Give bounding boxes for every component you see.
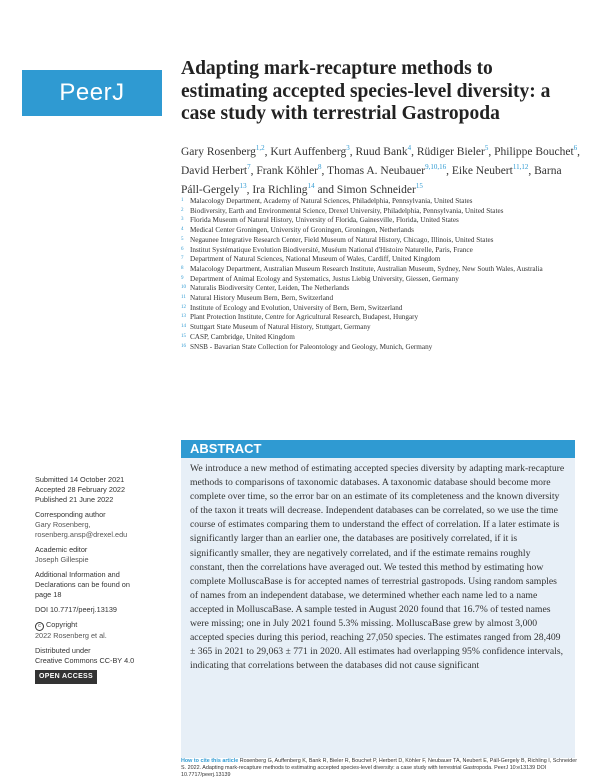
abstract-box [181, 458, 575, 758]
affiliation-text: Natural History Museum Bern, Bern, Switzerland [190, 294, 334, 303]
additional-info-line: Additional Information and [35, 570, 120, 579]
affiliation-number: 5 [181, 236, 184, 242]
affiliation-item [181, 207, 581, 217]
author-name[interactable]: Gary Rosenberg [181, 145, 256, 158]
affiliation-number: 10 [181, 285, 186, 291]
author-separator: and [314, 183, 337, 196]
author-name[interactable]: Eike Neubert [451, 164, 513, 177]
author-name[interactable]: Philippe Bouchet [494, 145, 574, 158]
affiliation-text: Stuttgart State Museum of Natural History, Stuttgart, Germany [190, 323, 371, 332]
author-affiliation-marker: 9,10,16 [425, 162, 447, 171]
submitted-date: Submitted 14 October 2021 [35, 475, 125, 484]
affiliation-number: 8 [181, 265, 184, 271]
affiliation-text: Department of Natural Sciences, National Museum of Wales, Cardiff, United Kingdom [190, 255, 441, 264]
affiliation-item [181, 313, 581, 323]
article-metadata [35, 475, 175, 684]
author-separator: , [488, 145, 495, 158]
affiliation-text: Plant Protection Institute, Centre for Agricultural Research, Budapest, Hungary [190, 313, 419, 322]
copyright-label-row [35, 620, 175, 631]
author-name[interactable]: Simon Schneider [336, 183, 416, 196]
additional-info-line: Declarations can be found on [35, 580, 130, 589]
copyright-label: Copyright [46, 620, 78, 629]
affiliation-number: 14 [181, 324, 186, 330]
affiliation-text: Florida Museum of Natural History, University of Florida, Gainesville, Florida, United States [190, 216, 459, 225]
author-name[interactable]: Ruud Bank [355, 145, 408, 158]
affiliation-number: 15 [181, 333, 186, 339]
author-affiliation-marker: 5 [484, 144, 489, 152]
author-affiliation-marker: 7 [247, 162, 251, 171]
affiliation-number: 7 [181, 256, 184, 262]
author-affiliation-marker: 8 [318, 162, 322, 171]
author-affiliation-marker: 1,2 [255, 144, 265, 152]
affiliation-text: Malacology Department, Australian Museum Research Institute, Australian Museum, Sydney, New South Wales, Australia [190, 264, 543, 273]
affiliation-item [181, 216, 581, 226]
license-line: Distributed under [35, 646, 91, 655]
affiliation-item [181, 304, 581, 314]
affiliation-text: Department of Animal Ecology and Systematics, Justus Liebig University, Giessen, Germany [190, 274, 459, 283]
author-separator: , [577, 145, 581, 158]
affiliation-text: Institute of Ecology and Evolution, University of Bern, Bern, Switzerland [190, 303, 403, 312]
affiliation-item [181, 294, 581, 304]
copyright-icon: c [35, 622, 44, 631]
abstract-heading: ABSTRACT [181, 440, 575, 458]
affiliation-number: 4 [181, 227, 184, 233]
author-name[interactable]: Ira Richling [252, 183, 308, 196]
corresponding-author-email[interactable]: rosenberg.ansp@drexel.edu [35, 530, 128, 539]
affiliation-text: Medical Center Groningen, University of Groningen, Groningen, Netherlands [190, 226, 414, 235]
affiliation-item [181, 197, 581, 207]
affiliation-item [181, 236, 581, 246]
author-separator: , [264, 145, 271, 158]
additional-info-page-link[interactable]: page 18 [35, 590, 62, 599]
affiliation-item [181, 275, 581, 285]
affiliation-number: 2 [181, 207, 184, 213]
author-separator: , [349, 145, 356, 158]
affiliation-item [181, 284, 581, 294]
published-date: Published 21 June 2022 [35, 495, 114, 504]
affiliation-item [181, 255, 581, 265]
academic-editor-name: Joseph Gillespie [35, 555, 89, 564]
affiliation-list [181, 197, 581, 352]
affiliation-number: 12 [181, 304, 186, 310]
affiliation-text: CASP, Cambridge, United Kingdom [190, 332, 295, 341]
author-affiliation-marker: 6 [573, 144, 578, 152]
how-to-cite-text: Rosenberg G, Auffenberg K, Bank R, Bieler R, Bouchet P, Herbert D, Köhler F, Neubauer TA, Neubert E, Páll-Gergely B, Richling I, Schneider S. 2022. Adapting mark-recapture methods to estimating accepted species-level diversity: a case study with terrestrial Gastropoda. PeerJ 10:e13139 DOI 10.7717/peerj.13139 [181, 758, 577, 778]
affiliation-number: 11 [181, 295, 186, 301]
author-separator: , [411, 145, 417, 158]
affiliation-text: Malacology Department, Academy of Natural Sciences, Philadelphia, Pennsylvania, United States [190, 197, 473, 205]
license-link[interactable]: Creative Commons CC-BY 4.0 [35, 656, 135, 665]
author-separator: , [246, 183, 253, 196]
affiliation-text: Negaunee Integrative Research Center, Field Museum of Natural History, Chicago, Illinois, United States [190, 235, 494, 244]
doi-link[interactable]: DOI 10.7717/peerj.13139 [35, 605, 117, 614]
affiliation-number: 3 [181, 217, 184, 223]
author-name[interactable]: Rüdiger Bieler [416, 145, 485, 158]
corresponding-author-name: Gary Rosenberg, [35, 520, 91, 529]
author-list [181, 141, 581, 197]
affiliation-number: 16 [181, 343, 186, 349]
copyright-holder: 2022 Rosenberg et al. [35, 631, 107, 640]
author-affiliation-marker: 13 [239, 181, 247, 190]
how-to-cite-label: How to cite this article [181, 758, 239, 764]
author-affiliation-marker: 14 [307, 181, 315, 190]
open-access-badge: OPEN ACCESS [35, 670, 97, 684]
affiliation-text: Naturalis Biodiversity Center, Leiden, The Netherlands [190, 284, 350, 293]
affiliation-text: Institut Systématique Evolution Biodiversité, Muséum National d'Histoire Naturelle, Paris, France [190, 245, 473, 254]
accepted-date: Accepted 28 February 2022 [35, 485, 126, 494]
author-separator: , [528, 164, 535, 177]
affiliation-number: 1 [181, 198, 184, 203]
article-title: Adapting mark-recapture methods to estimating accepted species-level diversity: a case study with terrestrial Gastropoda [181, 58, 551, 124]
author-separator: , [446, 164, 452, 177]
author-separator: , [321, 164, 328, 177]
affiliation-item [181, 343, 581, 353]
author-name[interactable]: Barna Páll-Gergely [181, 164, 562, 196]
abstract-text: We introduce a new method of estimating accepted species diversity by adapting mark-recapture methods to comparisons of taxonomic databases. A taxonomic database should become more complete over time, so the error bar on an estimate of its completeness and the known diversity of the taxon it treats will decrease. Independent databases can be correlated, so we use the time course of estimates comparing them to understand the effect of correlation. If a later estimate is significantly larger than an earlier one, the databases are positively correlated, if it is significantly smaller, they are negatively correlated, and if the estimate remains roughly constant, then the correlations have averaged out. We tested this method by estimating how complete MolluscaBase is for accepted names of terrestrial gastropods. Using random samples of names from an independent database, we determined whether each name led to a name accepted in MolluscaBase. A sample tested in August 2020 found that 16.7% of tested names were missing; one in July 2021 found 5.3% missing. MolluscaBase grew by almost 3,000 accepted species during this period, reaching 27,050 species. The estimates ranged from 28,409 ± 365 in 2021 to 29,063 ± 771 in 2020. All estimates had overlapping 95% confidence intervals, indicating that correlations between the databases did not cause significant [190, 463, 565, 672]
author-name[interactable]: Thomas A. Neubauer [327, 164, 426, 177]
affiliation-number: 13 [181, 314, 186, 320]
author-name[interactable]: Kurt Auffenberg [270, 145, 347, 158]
peerj-logo[interactable]: PeerJ [22, 70, 162, 116]
academic-editor-label: Academic editor [35, 545, 88, 554]
affiliation-text: SNSB - Bavarian State Collection for Paleontology and Geology, Munich, Germany [190, 342, 433, 351]
affiliation-item [181, 246, 581, 256]
affiliation-item [181, 333, 581, 343]
affiliation-text: Biodiversity, Earth and Environmental Science, Drexel University, Philadelphia, Pennsylvania, United States [190, 206, 504, 215]
affiliation-number: 6 [181, 246, 184, 252]
author-name[interactable]: David Herbert [181, 164, 248, 177]
affiliation-item [181, 323, 581, 333]
affiliation-item [181, 226, 581, 236]
author-name[interactable]: Frank Köhler [256, 164, 318, 177]
author-affiliation-marker: 4 [407, 144, 412, 152]
author-affiliation-marker: 15 [415, 181, 423, 190]
author-affiliation-marker: 11,12 [512, 162, 529, 171]
corresponding-author-label: Corresponding author [35, 510, 106, 519]
author-separator: , [250, 164, 257, 177]
affiliation-number: 9 [181, 275, 184, 281]
author-affiliation-marker: 3 [346, 144, 350, 152]
affiliation-item [181, 265, 581, 275]
